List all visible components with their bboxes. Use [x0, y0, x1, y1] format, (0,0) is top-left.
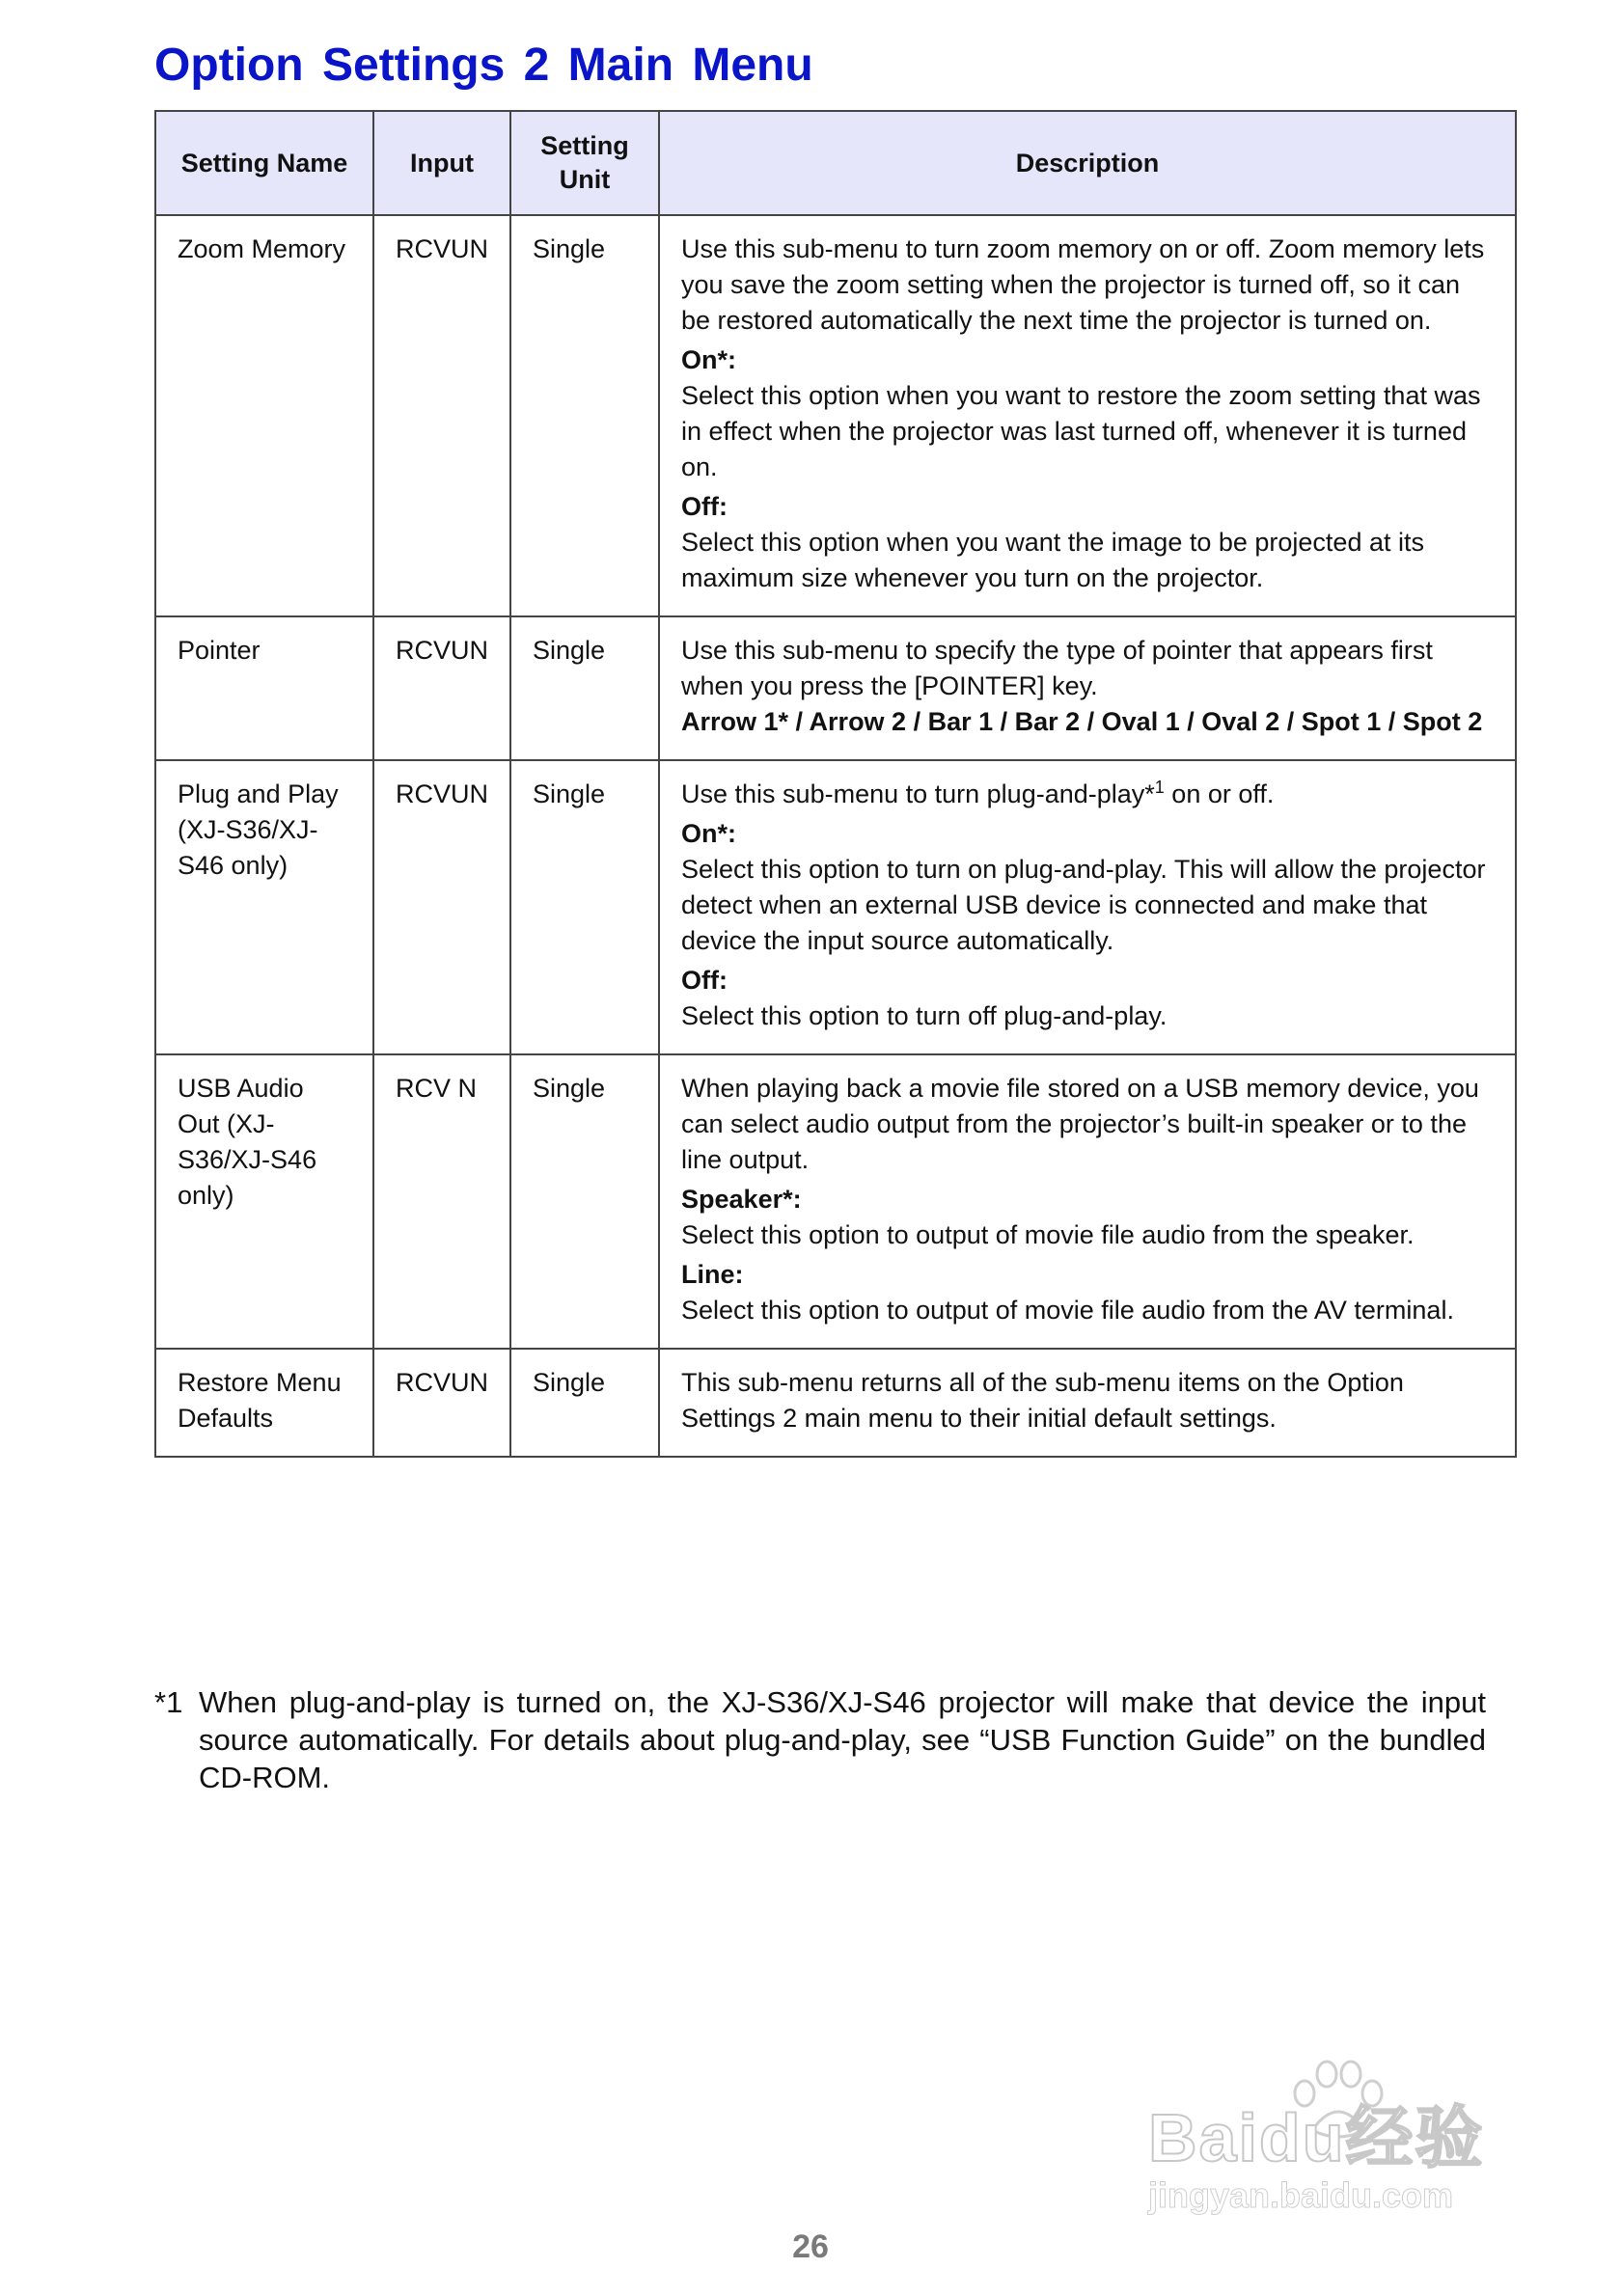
setting-input: RCVUN	[373, 616, 510, 760]
pointer-options: Arrow 1* / Arrow 2 / Bar 1 / Bar 2 / Oval 1 / Oval 2 / Spot 1 / Spot 2	[681, 707, 1483, 736]
setting-input: RCVUN	[373, 760, 510, 1054]
setting-name: USB Audio Out (XJ-S36/XJ-S46 only)	[155, 1054, 373, 1349]
table-header-row	[155, 111, 1516, 215]
option-text: Select this option when you want to restore the zoom setting that was in effect when the projector was last turned off, whenever it is turned on.	[681, 381, 1481, 481]
header-input: Input	[373, 111, 510, 215]
setting-unit: Single	[510, 616, 659, 760]
option-label: Off:	[681, 492, 728, 521]
page-number: 26	[792, 2228, 829, 2265]
intro-text: Use this sub-menu to turn plug-and-play*	[681, 779, 1155, 808]
setting-description	[659, 760, 1516, 1054]
setting-description	[659, 215, 1516, 616]
setting-name: Restore Menu Defaults	[155, 1349, 373, 1457]
setting-input: RCV N	[373, 1054, 510, 1349]
intro-text-end: on or off.	[1164, 779, 1275, 808]
option-label: Off:	[681, 966, 728, 995]
table-row	[155, 1349, 1516, 1457]
option-label: Speaker*:	[681, 1185, 802, 1214]
footnote-text: When plug-and-play is turned on, the XJ-S36/XJ-S46 projector will make that device the input source automatically. For details about plug-and-play, see “USB Function Guide” on the bundled CD-ROM.	[199, 1685, 1486, 1794]
setting-unit: Single	[510, 760, 659, 1054]
option-label: On*:	[681, 819, 737, 848]
footnote-mark: *1	[154, 1685, 183, 1719]
option-text: Select this option to output of movie file audio from the speaker.	[681, 1220, 1415, 1249]
setting-description	[659, 616, 1516, 760]
setting-unit: Single	[510, 215, 659, 616]
watermark	[1148, 2055, 1534, 2238]
option-label: On*:	[681, 345, 737, 374]
setting-name: Plug and Play (XJ-S36/XJ-S46 only)	[155, 760, 373, 1054]
description-intro: When playing back a movie file stored on a USB memory device, you can select audio output from the projector’s built-in speaker or to the line output.	[681, 1074, 1479, 1174]
header-description: Description	[659, 111, 1516, 215]
setting-name: Zoom Memory	[155, 215, 373, 616]
description-intro: Use this sub-menu to specify the type of pointer that appears first when you press the [POINTER] key.	[681, 636, 1433, 700]
setting-name: Pointer	[155, 616, 373, 760]
table-row	[155, 760, 1516, 1054]
header-setting-unit: Setting Unit	[510, 111, 659, 215]
watermark-url: jingyan.baidu.com	[1148, 2175, 1454, 2215]
header-setting-name: Setting Name	[155, 111, 373, 215]
setting-input: RCVUN	[373, 215, 510, 616]
table-row	[155, 1054, 1516, 1349]
setting-unit: Single	[510, 1349, 659, 1457]
option-text: Select this option to turn off plug-and-play.	[681, 1001, 1168, 1030]
setting-description	[659, 1054, 1516, 1349]
settings-table	[154, 110, 1517, 1458]
footnote-ref: 1	[1154, 778, 1165, 797]
table-row	[155, 215, 1516, 616]
option-label: Line:	[681, 1260, 744, 1289]
watermark-brand: Baidu经验	[1148, 2100, 1485, 2175]
option-text: Select this option to output of movie file audio from the AV terminal.	[681, 1296, 1454, 1325]
footnote	[154, 1683, 1486, 1796]
description-intro: This sub-menu returns all of the sub-menu items on the Option Settings 2 main menu to their initial default settings.	[681, 1368, 1404, 1433]
description-intro	[681, 777, 1494, 812]
option-text: Select this option to turn on plug-and-play. This will allow the projector detect when an external USB device is connected and make that device the input source automatically.	[681, 855, 1486, 955]
option-text: Select this option when you want the image to be projected at its maximum size whenever you turn on the projector.	[681, 528, 1424, 592]
description-intro: Use this sub-menu to turn zoom memory on or off. Zoom memory lets you save the zoom setting when the projector is turned off, so it can be restored automatically the next time the projector is turned on.	[681, 234, 1485, 335]
table-row	[155, 616, 1516, 760]
setting-unit: Single	[510, 1054, 659, 1349]
setting-input: RCVUN	[373, 1349, 510, 1457]
page-title: Option Settings 2 Main Menu	[154, 40, 813, 91]
setting-description	[659, 1349, 1516, 1457]
